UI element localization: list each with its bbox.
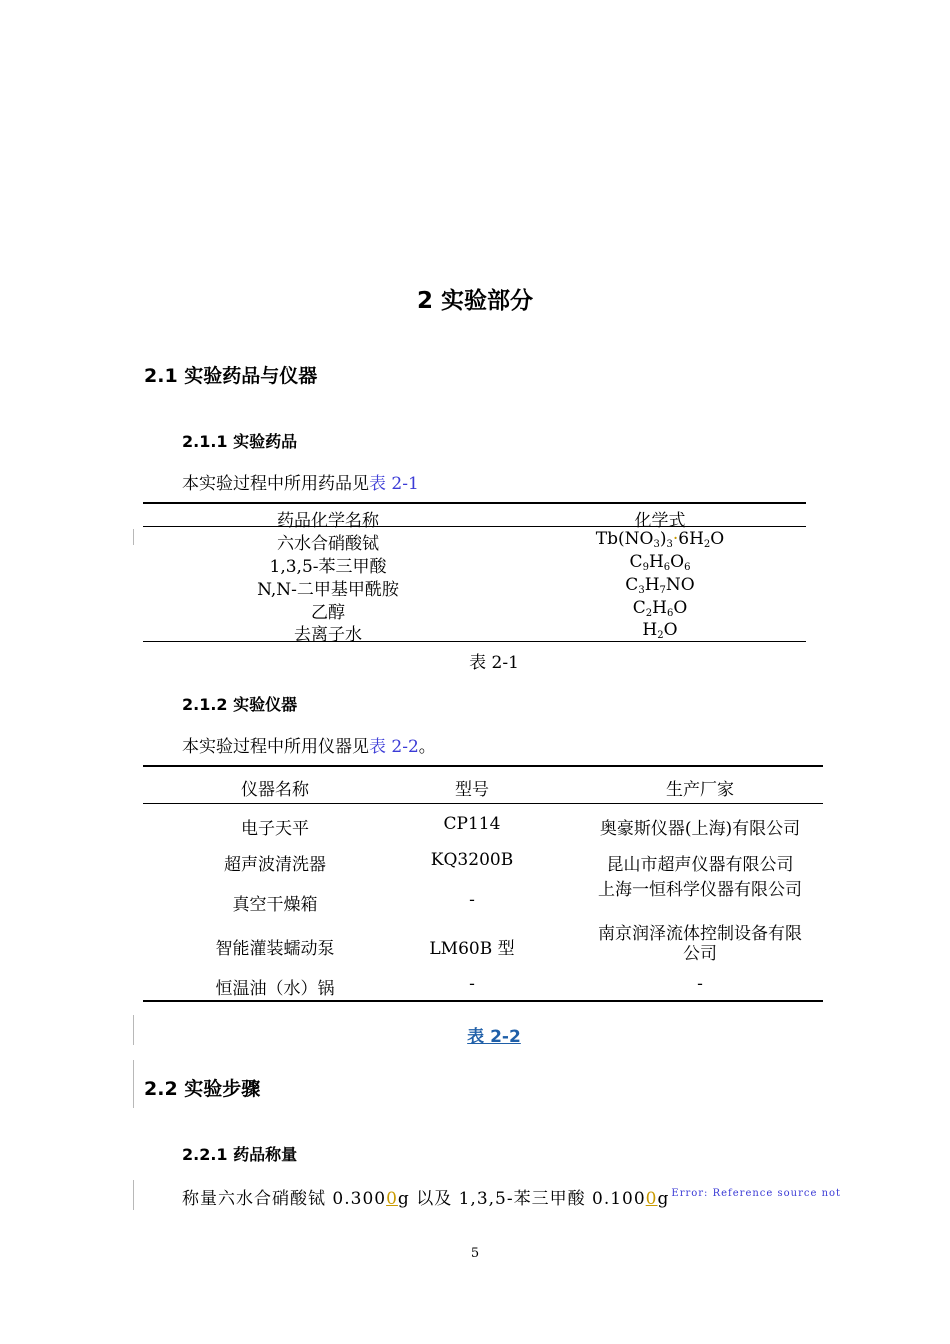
chemicals-paragraph-text: 本实验过程中所用药品见	[182, 474, 369, 494]
chemicals-paragraph	[182, 469, 419, 494]
table-row-name: 乙醇	[311, 603, 345, 623]
table-2-header-name: 仪器名称	[241, 780, 309, 800]
table-row-name: 智能灌装蠕动泵	[215, 939, 335, 959]
table-row-formula: $C_9H_6O_6$	[629, 552, 691, 573]
table-row-name: 真空干燥箱	[232, 895, 318, 915]
table-row-formula: $H_2O$	[642, 620, 678, 641]
table-2-header-maker: 生产厂家	[666, 780, 734, 800]
table-2-header-rule	[143, 803, 823, 804]
table-2-top-rule	[143, 765, 823, 767]
instruments-paragraph-end: 。	[418, 737, 436, 757]
revision-mark	[133, 1060, 134, 1108]
table-row-name: 1,3,5-苯三甲酸	[269, 557, 387, 577]
table-row-maker: 奥豪斯仪器(上海)有限公司	[599, 819, 801, 839]
section-heading-2-2-1: 2.2.1 药品称量	[182, 1145, 298, 1164]
weighing-text: g	[657, 1189, 670, 1209]
table-2-2-link[interactable]: 表 2-2	[369, 737, 419, 757]
section-heading-2-1-1: 2.1.1 实验药品	[182, 432, 298, 451]
table-row-model: CP114	[443, 814, 501, 834]
table-row-model: LM60B 型	[429, 939, 515, 959]
table-row-formula: $C_3H_7NO$	[625, 575, 695, 596]
table-row-name: 电子天平	[241, 819, 309, 839]
table-row-name: 超声波清洗器	[224, 855, 326, 875]
table-row-name: 去离子水	[294, 625, 362, 645]
table-row-maker: 昆山市超声仪器有限公司	[606, 855, 794, 875]
table-2-caption[interactable]	[394, 1022, 594, 1047]
table-1-bottom-rule	[143, 641, 806, 642]
table-row-model: KQ3200B	[430, 850, 514, 870]
table-2-1-link[interactable]: 表 2-1	[369, 474, 419, 494]
table-1-header-name: 药品化学名称	[277, 511, 379, 531]
weighing-text: 称量六水合硝酸铽 0.300	[182, 1189, 387, 1209]
section-heading-2-1: 2.1 实验药品与仪器	[144, 365, 318, 387]
revision-mark	[133, 1015, 134, 1045]
table-2-bottom-rule	[143, 1000, 823, 1002]
error-reference[interactable]: Error: Reference source not	[671, 1188, 842, 1199]
instruments-paragraph-text: 本实验过程中所用仪器见	[182, 737, 369, 757]
table-row-maker: 南京润泽流体控制设备有限公司	[598, 924, 802, 964]
table-row-maker: 上海一恒科学仪器有限公司	[598, 880, 802, 900]
table-row-name: 恒温油（水）锅	[215, 979, 335, 999]
table-row-name: 六水合硝酸铽	[277, 534, 379, 554]
table-row-formula: $C_2H_6O$	[632, 598, 688, 619]
instruments-paragraph	[182, 732, 436, 757]
table-row-model: -	[469, 890, 475, 910]
table-row-maker: -	[697, 974, 703, 994]
revision-mark	[133, 529, 134, 545]
table-2-caption-text[interactable]: 表 2-2	[467, 1027, 521, 1047]
section-heading-2-1-2: 2.1.2 实验仪器	[182, 695, 298, 714]
tracked-change: 0	[386, 1189, 398, 1209]
page-number: 5	[470, 1246, 480, 1261]
weighing-paragraph	[182, 1184, 841, 1209]
table-1-header-formula: 化学式	[634, 511, 686, 531]
chapter-title: 2 实验部分	[416, 288, 533, 314]
section-heading-2-2: 2.2 实验步骤	[144, 1078, 261, 1100]
table-1-top-rule	[143, 502, 806, 504]
tracked-change: 0	[645, 1189, 658, 1209]
weighing-text: g 以及 1,3,5-苯三甲酸 0.100	[397, 1189, 646, 1209]
table-row-model: -	[469, 974, 475, 994]
table-row-formula: $Tb(NO_3)_3\cdot 6H_2O$	[595, 529, 725, 550]
table-2-header-model: 型号	[455, 780, 489, 800]
revision-mark	[133, 1180, 134, 1210]
table-1-caption: 表 2-1	[469, 653, 519, 673]
table-row-name: N,N-二甲基甲酰胺	[257, 580, 399, 600]
table-1-header-rule	[143, 526, 806, 527]
